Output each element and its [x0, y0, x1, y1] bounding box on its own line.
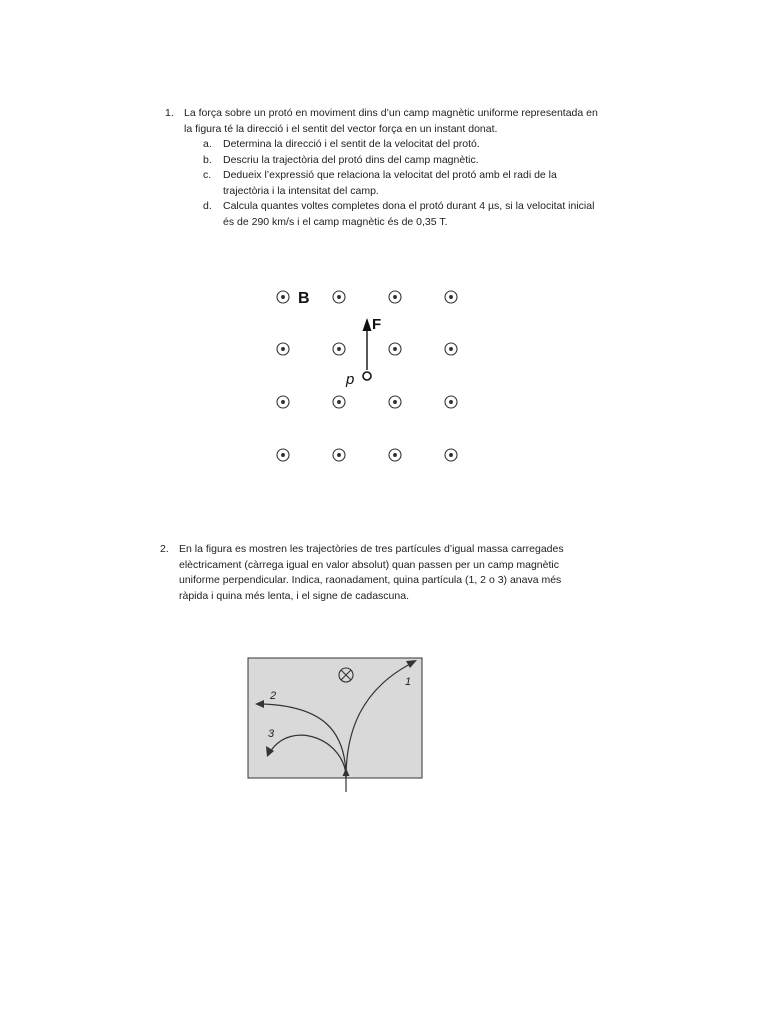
question-item: [203, 153, 605, 169]
force-label: F: [372, 316, 382, 333]
field-dot-icon: [445, 343, 457, 355]
item-letter: c.: [203, 169, 212, 181]
field-dot-icon: [333, 449, 345, 461]
question-item: [203, 168, 605, 199]
field-dot-icon: [277, 396, 289, 408]
question-number: 2.: [160, 543, 169, 555]
question-item: [203, 199, 605, 230]
field-dot-icon: [389, 291, 401, 303]
question-2: [160, 542, 580, 604]
field-dot-icon: [333, 291, 345, 303]
trajectory-label-1: 1: [405, 676, 412, 688]
field-dot-icon: [389, 396, 401, 408]
field-dot-icon: [389, 343, 401, 355]
question-number: 1.: [165, 107, 174, 119]
question-text: La força sobre un protó en moviment dins d’un camp magnètic uniforme representada en la figura té la direcció i el sentit del vector força en un instant donat.: [184, 107, 598, 135]
field-dot-icon: [445, 291, 457, 303]
figure-2-trajectories: [240, 650, 430, 800]
item-text: Calcula quantes voltes completes dona el protó durant 4 µs, si la velocitat inicial és de 290 km/s i el camp magnètic és de 0,35 T.: [223, 200, 595, 228]
field-dot-icon: [277, 343, 289, 355]
item-letter: a.: [203, 138, 212, 150]
question-1: [165, 106, 605, 230]
item-letter: b.: [203, 153, 212, 166]
figure-1-magnetic-field: [260, 280, 480, 475]
field-dot-icon: [277, 291, 289, 303]
force-arrow-icon: [363, 318, 372, 370]
trajectory-label-2: 2: [270, 690, 277, 702]
magnetic-field-region: [248, 658, 422, 778]
field-label: B: [298, 290, 310, 307]
field-dot-icon: [333, 343, 345, 355]
field-dot-icon: [389, 449, 401, 461]
field-dot-icon: [277, 449, 289, 461]
field-dot-icon: [333, 396, 345, 408]
particle-label: p: [346, 371, 355, 388]
field-dot-icon: [445, 449, 457, 461]
item-letter: d.: [203, 200, 212, 212]
proton-icon: [363, 372, 371, 380]
question-text: En la figura es mostren les trajectòries de tres partícules d’igual massa carregades elèctricament (càrrega igual en valor absolut) quan passen per un camp magnètic uniforme perpendicular. Indica, raonadament, quina partícula (1, 2 o 3) anava més ràpida i quina més lenta, i el signe de cadascuna.: [179, 543, 564, 602]
field-dot-icon: [445, 396, 457, 408]
item-text: Determina la direcció i el sentit de la velocitat del protó.: [223, 138, 480, 150]
trajectory-label-3: 3: [268, 728, 275, 740]
question-1-items: [203, 137, 605, 230]
item-text: Descriu la trajectòria del protó dins del camp magnètic.: [223, 153, 479, 166]
question-item: [203, 137, 605, 153]
item-text: Dedueix l’expressió que relaciona la velocitat del protó amb el radi de la trajectòria i la intensitat del camp.: [223, 169, 557, 197]
